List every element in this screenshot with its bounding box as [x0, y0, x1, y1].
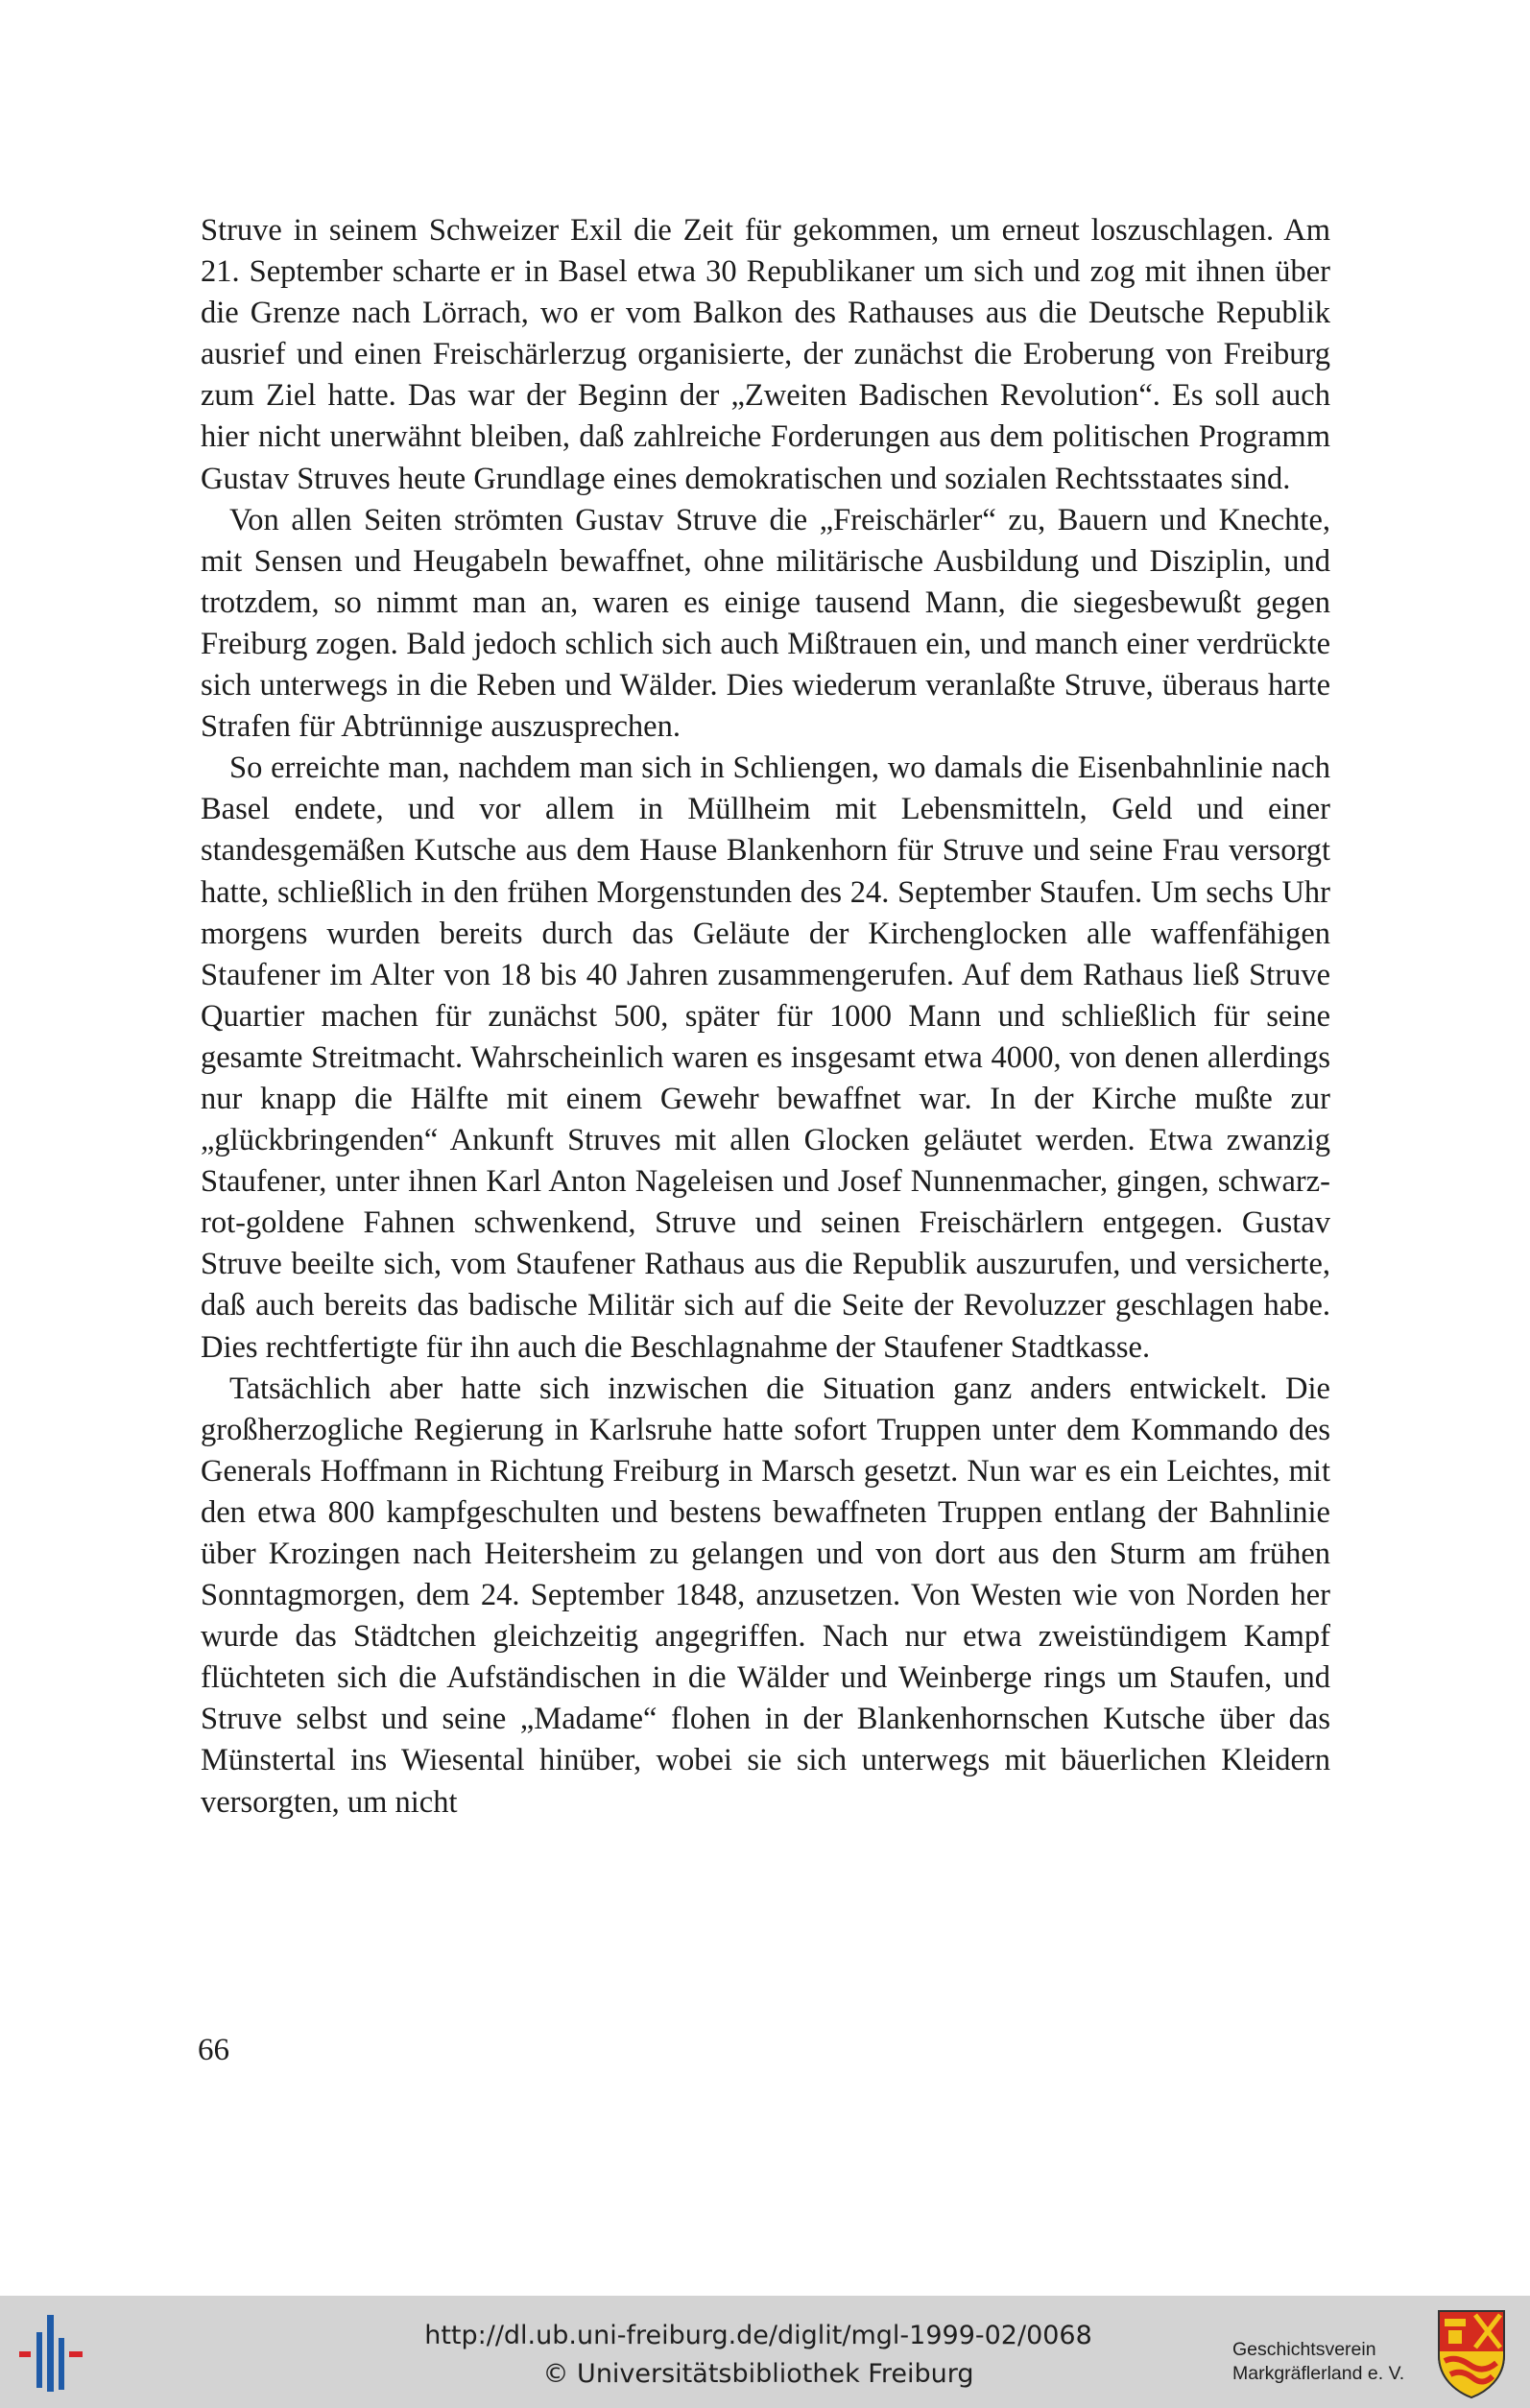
- university-library-logo-icon: [15, 2311, 98, 2394]
- coat-of-arms-icon: [1437, 2309, 1506, 2399]
- footer-url[interactable]: http://dl.ub.uni-freiburg.de/diglit/mgl-1999-02/0068: [424, 2321, 1092, 2350]
- viewer-footer: [0, 2296, 1530, 2408]
- footer-citation: [365, 2317, 1152, 2394]
- society-line-1: Geschichtsverein: [1232, 2339, 1376, 2360]
- footer-copyright: © Universitätsbibliothek Freiburg: [542, 2359, 974, 2389]
- paragraph: Struve in seinem Schweizer Exil die Zeit für gekommen, um erneut loszuschlagen. Am 21. September scharte er in Basel etwa 30 Republikaner um sich und zog mit ihnen über die Grenze nach Lörrach, wo er vom Balkon des Rathauses aus die Deutsche Republik ausrief und einen Freischärlerzug organisierte, der zunächst die Eroberung von Freiburg zum Ziel hatte. Das war der Beginn der „Zweiten Badischen Revolution“. Es soll auch hier nicht unerwähnt bleiben, daß zahlreiche Forderungen aus dem politischen Programm Gustav Struves heute Grundlage eines demokratischen und sozialen Rechtsstaates sind.: [201, 213, 1330, 496]
- society-line-2: Markgräflerland e. V.: [1232, 2363, 1405, 2384]
- page-number: 66: [198, 2033, 229, 2067]
- society-name: [1232, 2338, 1410, 2386]
- paragraph: So erreichte man, nachdem man sich in Schliengen, wo damals die Eisenbahnlinie nach Basel endete, und vor allem in Müllheim mit Lebensmitteln, Geld und einer standesgemäßen Kutsche aus dem Hause Blankenhorn für Struve und seine Frau versorgt hatte, schließlich in den frühen Morgenstunden des 24. September Staufen. Um sechs Uhr morgens wurden bereits durch das Geläute der Kirchenglocken alle waffenfähigen Staufener im Alter von 18 bis 40 Jahren zusammengerufen. Auf dem Rathaus ließ Struve Quartier machen für zunächst 500, später für 1000 Mann und schließlich für seine gesamte Streitmacht. Wahrscheinlich waren es insgesamt etwa 4000, von denen allerdings nur knapp die Hälfte mit einem Gewehr bewaffnet war. In der Kirche mußte zur „glückbringenden“ Ankunft Struves mit allen Glocken geläutet werden. Etwa zwanzig Staufener, unter ihnen Karl Anton Nageleisen und Josef Nunnenmacher, gingen, schwarz-rot-goldene Fahnen schwenkend, Struve und seinen Freischärlern entgegen. Gustav Struve beeilte sich, vom Staufener Rathaus aus die Republik auszurufen, und versicherte, daß auch bereits das badische Militär sich auf die Seite der Revoluzzer geschlagen habe. Dies rechtfertigte für ihn auch die Beschlagnahme der Staufener Stadtkasse.: [201, 751, 1330, 1365]
- paragraph: Tatsächlich aber hatte sich inzwischen die Situation ganz anders entwickelt. Die großherzogliche Regierung in Karlsruhe hatte sofort Truppen unter dem Kommando des Generals Hoffmann in Richtung Freiburg in Marsch gesetzt. Nun war es ein Leichtes, mit den etwa 800 kampfgeschulten und bestens bewaffneten Truppen entlang der Bahnlinie über Krozingen nach Heitersheim zu gelangen und von dort aus den Sturm am frühen Sonntagmorgen, dem 24. September 1848, anzusetzen. Von Westen wie von Norden her wurde das Städtchen gleichzeitig angegriffen. Nach nur etwa zweistündigem Kampf flüchteten sich die Aufständischen in die Wälder und Weinberge rings um Staufen, und Struve selbst und seine „Madame“ flohen in der Blankenhornschen Kutsche über das Münstertal ins Wiesental hinüber, wobei sie sich unterwegs mit bäuerlichen Kleidern versorgten, um nicht: [201, 1371, 1330, 1820]
- body-text: [201, 210, 1330, 1824]
- paragraph: Von allen Seiten strömten Gustav Struve die „Freischärler“ zu, Bauern und Knechte, mit Sensen und Heugabeln bewaffnet, ohne militärische Ausbildung und Disziplin, und trotzdem, so nimmt man an, waren es einige tausend Mann, die siegesbewußt gegen Freiburg zogen. Bald jedoch schlich sich auch Mißtrauen ein, und manch einer verdrückte sich unterwegs in die Reben und Wälder. Dies wiederum veranlaßte Struve, überaus harte Strafen für Abtrünnige auszusprechen.: [201, 502, 1330, 745]
